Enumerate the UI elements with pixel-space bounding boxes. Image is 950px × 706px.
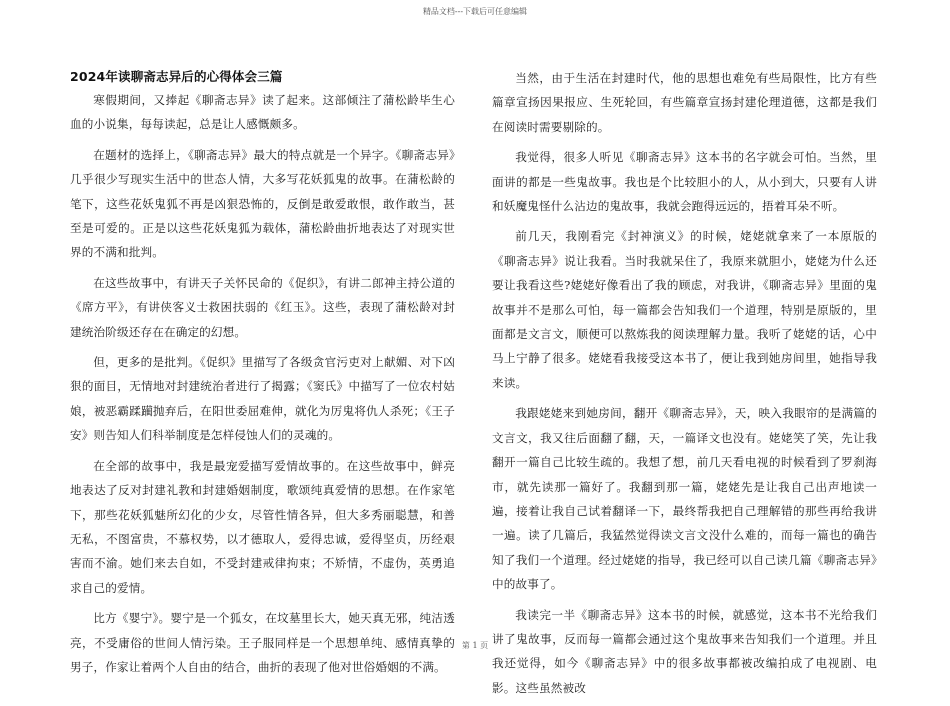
- paragraph: 我跟姥姥来到她房间，翻开《聊斋志异》，天，映入我眼帘的是满篇的文言文，我又往后面翻了翻，天，一篇译文也没有。姥姥笑了笑，先让我翻开一篇自己比较生疏的。我想了想，前几天看电视的时候看到了罗刹海市，就先读那一篇好了。我翻到那一篇，姥姥先是让我自己出声地读一遍，接着让我自己试着翻译一下，最终帮我把自己理解错的那些再给我讲一遍。读了几篇后，我猛然觉得读文言文没什么难的，而每一篇也的确告知了我们一个道理。经过姥姥的指导，我已经可以自己读几篇《聊斋志异》中的故事了。: [492, 406, 877, 592]
- document-title: 2024年读聊斋志异后的心得体会三篇: [70, 69, 283, 84]
- left-column: [70, 66, 455, 685]
- paragraph: 当然，由于生活在封建时代，他的思想也难免有些局限性，比方有些篇章宣扬因果报应、生死轮回，有些篇章宣扬封建伦理道德，这都是我们在阅读时需要剔除的。: [492, 71, 877, 134]
- page-number: 第 1 页: [461, 641, 489, 650]
- page-header: 精品文档---下载后可任意编辑: [422, 7, 528, 16]
- paragraph: 我读完一半《聊斋志异》这本书的时候，就感觉，这本书不光给我们讲了鬼故事，反而每一篇都会通过这个鬼故事来告知我们一个道理。并且我还觉得，如今《聊斋志异》中的很多故事都被改编拍成了电视剧、电影。这些虽然被改: [492, 607, 877, 695]
- right-column: [492, 66, 877, 706]
- paragraph: 比方《婴宁》。婴宁是一个狐女，在坟墓里长大，她天真无邪，纯洁透亮，不受庸俗的世间人情污染。王子服同样是一个思想单纯、感情真挚的男子，作家让着两个人自由的结合，曲折的表现了他对世俗婚姻的不满。: [70, 611, 455, 674]
- paragraph: 在全部的故事中，我是最宠爱描写爱情故事的。在这些故事中，鲜亮地表达了反对封建礼教和封建婚姻制度，歌颂纯真爱情的思想。在作家笔下，那些花妖狐魅所幻化的少女，尽管性情各异，但大多秀丽聪慧，和善无私，不图富贵，不慕权势，以才德取人，爱得忠诚，爱得坚贞，历经艰害而不渝。她们来去自如，不受封建戒律拘束；不矫情，不虚伪，英勇追求自己的爱情。: [70, 458, 455, 595]
- paragraph: 前几天，我刚看完《封神演义》的时候，姥姥就拿来了一本原版的《聊斋志异》说让我看。当时我就呆住了，我原来就胆小，姥姥为什么还要让我看这些?姥姥好像看出了我的顾虑，对我讲，《聊斋志异》里面的鬼故事并不是那么可怕，每一篇都会告知我们一个道理，特别是原版的，里面都是文言文，顺便可以熬炼我的阅读理解力量。我听了姥姥的话，心中马上宁静了很多。姥姥看我接受这本书了，便让我到她房间里，她指导我来读。: [492, 229, 877, 390]
- paragraph: 在这些故事中，有讲天子关怀民命的《促织》，有讲二郎神主持公道的《席方平》，有讲侠客义士救困扶弱的《红玉》。这些，表现了蒲松龄对封建统治阶级还存在在确定的幻想。: [70, 275, 455, 339]
- paragraph: 但，更多的是批判。《促织》里描写了各级贪官污吏对上献媚、对下凶狠的面目，无情地对封建统治者进行了揭露；《窦氏》中描写了一位农村姑娘，被恶霸蹂躏抛弃后，在阳世委屈难伸，就化为厉鬼将仇人杀死；《王子安》则告知人们科举制度是怎样侵蚀人们的灵魂的。: [70, 355, 455, 443]
- paragraph: 在题材的选择上，《聊斋志异》最大的特点就是一个异字。《聊斋志异》几乎很少写现实生活中的世态人情，大多写花妖狐鬼的故事。在蒲松龄的笔下，这些花妖鬼狐不再是凶狠恐怖的，反倒是敢爱敢恨，敢作敢当，甚至是可爱的。正是以这些花妖鬼狐为载体，蒲松龄曲折地表达了对现实世界的不满和批判。: [70, 147, 455, 260]
- paragraph: 我觉得，很多人听见《聊斋志异》这本书的名字就会可怕。当然，里面讲的都是一些鬼故事。我也是个比较胆小的人，从小到大，只要有人讲和妖魔鬼怪什么沾边的鬼故事，我就会跑得远远的，捂着耳朵不听。: [492, 150, 877, 214]
- paragraph: 寒假期间，又捧起《聊斋志异》读了起来。这部倾注了蒲松龄毕生心血的小说集，每每读起，总是让人感慨颇多。: [70, 93, 455, 132]
